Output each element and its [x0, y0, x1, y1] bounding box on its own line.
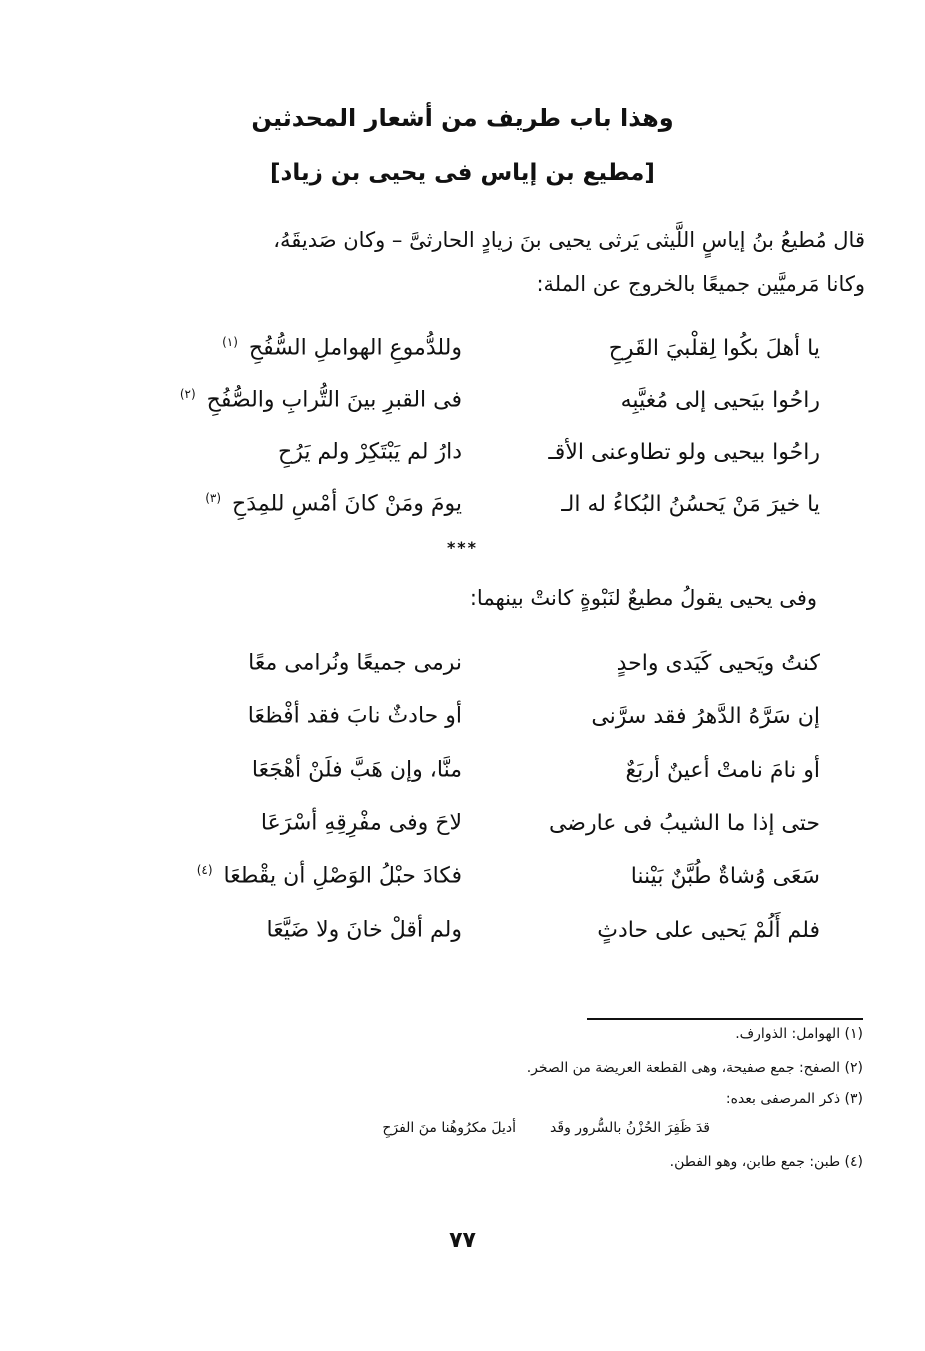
- poem1-verse: [150, 427, 820, 477]
- poem2-verse: [150, 638, 820, 688]
- section-subtitle: [مطيع بن إياس فى يحيى بن زياد]: [270, 160, 655, 186]
- page-number: ٧٧: [449, 1228, 476, 1253]
- verse-second-hemistich: [150, 650, 510, 675]
- poem1-verse: [150, 323, 820, 373]
- hemistich-text: فكادَ حبْلُ الوَصْلِ أن يقْطعَا: [223, 863, 462, 889]
- verse-second-hemistich: [150, 757, 510, 782]
- footnote-3-verse: [382, 1120, 710, 1136]
- verse-second-hemistich: [150, 703, 510, 728]
- verse-second-hemistich: [150, 439, 510, 464]
- footnote-marker: (٢): [179, 387, 196, 402]
- footnote-marker: (٣): [205, 491, 222, 506]
- section-separator: ***: [446, 538, 479, 557]
- verse-first-hemistich: أو نامَ نامتْ أعينٌ أربَعٌ: [625, 757, 820, 783]
- poem2-verse: [150, 851, 820, 901]
- poem2-verse: [150, 798, 820, 848]
- hemistich-text: نرمى جميعًا ونُرامى معًا: [248, 650, 462, 676]
- verse-first-hemistich: راحُوا بيَحيى إلى مُغيَّبِه: [620, 387, 820, 413]
- intro-paragraph: [55, 218, 865, 306]
- hemistich-text: يومَ ومَنْ كانَ أمْسِ للمِدَحِ: [232, 491, 462, 517]
- second-intro: وفى يحيى يقولُ مطيعٌ لنَبْوةٍ كانتْ بينهما:: [469, 586, 817, 610]
- verse-first-hemistich: سَعَى وُشاةٌ طُبَّنٌ بَيْننا: [630, 863, 820, 889]
- poem1-verse: [150, 375, 820, 425]
- verse-second-hemistich: [150, 335, 510, 360]
- footnote-verse-second: أديلَ مكرُوهُنا منَ الفرَحِ: [382, 1120, 517, 1136]
- footnote-4: (٤) طبن: جمع طابن، وهو الفطن.: [669, 1154, 863, 1170]
- footnote-marker: (١): [222, 335, 238, 350]
- footnote-marker: (٤): [196, 863, 213, 878]
- verse-first-hemistich: إن سَرَّهُ الدَّهرُ فقد سرَّنى: [591, 703, 820, 729]
- verse-first-hemistich: يا أهلَ بكُوا لِقلْبيَ القَرِحِ: [608, 335, 820, 361]
- poem2-verse: [150, 745, 820, 795]
- verse-second-hemistich: [150, 387, 510, 412]
- verse-second-hemistich: [150, 863, 510, 888]
- verse-first-hemistich: يا خيرَ مَنْ يَحسُنُ البُكاءُ له الـ: [561, 491, 820, 517]
- verse-first-hemistich: فلم أَلُمْ يَحيى على حادثٍ: [597, 917, 820, 943]
- hemistich-text: منَّا، وإن هَبَّ فلَنْ أهْجَعَا: [251, 757, 462, 783]
- footnote-verse-first: قدَ ظَفِرَ الحُزْنُ بالسُّرور وقَد: [550, 1120, 710, 1136]
- poem2-verse: [150, 905, 820, 955]
- footnote-divider: [587, 1018, 863, 1020]
- hemistich-text: ولم أقلْ خانَ ولا ضَيَّعَا: [266, 917, 462, 943]
- section-title: وهذا باب طريف من أشعار المحدثين: [251, 104, 674, 132]
- poem1-verse: [150, 479, 820, 529]
- verse-second-hemistich: [150, 810, 510, 835]
- hemistich-text: فى القبرِ بينَ التُّرابِ والصُّفُحِ: [206, 387, 462, 413]
- intro-line-1: قال مُطيعُ بنُ إياسٍ اللَّيثى يَرثى يحيى بنَ زيادٍ الحارثىَّ – وكان صَديقَهُ،: [273, 228, 865, 252]
- verse-second-hemistich: [150, 491, 510, 516]
- hemistich-text: أو حادثٌ نابَ فقد أفْظعَا: [247, 703, 462, 729]
- footnote-2: (٢) الصفح: جمع صفيحة، وهى القطعة العريضة من الصخر.: [526, 1060, 863, 1076]
- hemistich-text: دارُ لم يَبْتَكِرْ ولم يَرُحِ: [278, 439, 462, 465]
- verse-second-hemistich: [150, 917, 510, 942]
- footnote-3: (٣) ذكر المرصفى بعده:: [725, 1091, 863, 1107]
- verse-first-hemistich: راحُوا بيحيى ولو تطاوعنى الأقـ: [548, 439, 820, 465]
- footnote-1: (١) الهوامل: الذوارف.: [735, 1026, 863, 1042]
- intro-line-2: وكانا مَرميَّين جميعًا بالخروج عن الملة:: [536, 272, 865, 296]
- verse-first-hemistich: حتى إذا ما الشيبُ فى عارضى: [548, 810, 820, 836]
- verse-first-hemistich: كنتُ ويَحيى كَيَدى واحدٍ: [616, 650, 820, 676]
- hemistich-text: وللدُّموعِ الهواملِ السُّفُحِ: [248, 335, 462, 361]
- hemistich-text: لاحَ وفى مفْرِقِهِ أسْرَعَا: [260, 810, 462, 836]
- poem2-verse: [150, 691, 820, 741]
